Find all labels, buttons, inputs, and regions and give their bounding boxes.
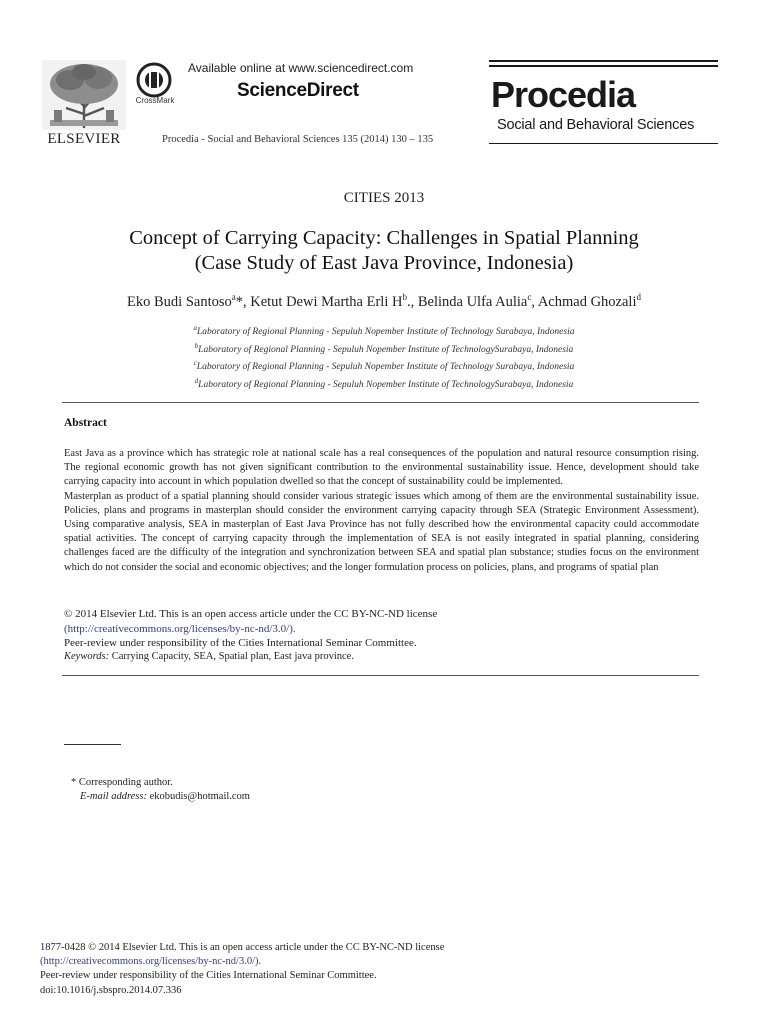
affiliation-text: Laboratory of Regional Planning - Sepuluh Nopember Institute of TechnologySurabaya, Indonesia	[198, 380, 574, 391]
issn-line: 1877-0428 © 2014 Elsevier Ltd. This is an open access article under the CC BY-NC-ND license	[40, 942, 445, 953]
author-list	[0, 292, 768, 311]
license-link[interactable]: (http://creativecommons.org/licenses/by-nc-nd/3.0/).	[64, 622, 296, 635]
affiliation-line	[0, 322, 768, 340]
affiliation-mark: a	[193, 324, 197, 332]
keywords-line	[64, 651, 354, 662]
paper-title-line-2: (Case Study of East Java Province, Indonesia)	[194, 252, 574, 274]
affiliation-line	[0, 357, 768, 375]
affiliation-line	[0, 340, 768, 358]
abstract-body	[64, 447, 699, 575]
author-mark: c	[527, 292, 532, 302]
crossmark-label: CrossMark	[135, 96, 175, 105]
email-label: E-mail address:	[80, 791, 147, 802]
abstract-bottom-rule	[62, 675, 699, 676]
keywords-text: Carrying Capacity, SEA, Spatial plan, East java province.	[111, 651, 354, 662]
footer-license-link[interactable]: (http://creativecommons.org/licenses/by-nc-nd/3.0/).	[40, 956, 262, 968]
conference-name: CITIES 2013	[343, 190, 425, 206]
email-line	[71, 790, 250, 804]
masthead-top-rule	[489, 60, 718, 62]
keywords-label: Keywords:	[64, 651, 110, 662]
peer-review-text: Peer-review under responsibility of the Cities International Seminar Committee.	[64, 637, 417, 649]
corresponding-author-note	[71, 776, 250, 804]
author-suffix: .,	[406, 293, 418, 310]
affiliation-mark: c	[193, 359, 197, 368]
abstract-paragraph-2: Masterplan as product of a spatial planning should consider various strategic issues which among of them are the environmental sustainability issue. Policies, plans and programs in masterplan should consider the environment carrying capacity through SEA (Strategic Environment Assessment). Using comparative analysis, SEA in masterplan of East Java Province has not fully described how the environmental capacity could accommodate spatial activities. The concept of carrying capacity through the implementation of SEA is not easily integrated in spatial planning, considering challenges faced are the difficulty of the integration and synchronization between SEA and spatial plan substance; studies focus on the environment which do not consider the social and economic objectives; and the longer formulation process on policies, plans, and programs of spatial plan	[64, 490, 699, 573]
masthead-top-rule-2	[489, 65, 718, 67]
affiliation-line	[0, 375, 768, 393]
doi-line[interactable]: doi:10.1016/j.sbspro.2014.07.336	[40, 984, 182, 996]
license-text: © 2014 Elsevier Ltd. This is an open access article under the CC BY-NC-ND license	[64, 608, 438, 620]
procedia-subtitle: Social and Behavioral Sciences	[497, 117, 695, 133]
abstract-heading: Abstract	[64, 417, 107, 429]
affiliation-text: Laboratory of Regional Planning - Sepuluh Nopember Institute of Technology Surabaya, Indonesia	[196, 327, 575, 338]
available-online-text: Available online at www.sciencedirect.com	[188, 61, 414, 75]
paper-title	[0, 226, 768, 276]
author-mark: b	[402, 292, 407, 302]
affiliation-text: Laboratory of Regional Planning - Sepuluh Nopember Institute of Technology Surabaya, Indonesia	[196, 362, 575, 373]
author-name: Eko Budi Santoso	[127, 293, 232, 310]
affiliation-list	[0, 322, 768, 393]
masthead-bottom-rule	[489, 143, 718, 144]
author-mark: d	[636, 292, 641, 302]
sciencedirect-wordmark: ScienceDirect	[237, 80, 359, 101]
corresponding-author-label: * Corresponding author.	[71, 777, 173, 788]
affiliation-mark: b	[194, 341, 199, 350]
abstract-paragraph-1: East Java as a province which has strategic role at national scale has a real consequences of the population and natural resource consumption rising. The regional economic growth has not given significant contribution to the environmental sustainability issue. Hence, development should take carrying capacity into account in which population dwelled so that the concept of sustainability could be implemented.	[64, 448, 699, 488]
procedia-title: Procedia	[491, 74, 636, 115]
author-mark: a	[231, 292, 236, 302]
page-footer	[40, 941, 444, 998]
footnote-rule	[64, 744, 121, 745]
footer-peer-review: Peer-review under responsibility of the Cities International Seminar Committee.	[40, 970, 377, 982]
author-suffix: *,	[235, 293, 251, 310]
affiliation-text: Laboratory of Regional Planning - Sepuluh Nopember Institute of TechnologySurabaya, Indonesia	[198, 344, 574, 355]
author-suffix: ,	[531, 293, 538, 310]
elsevier-wordmark: ELSEVIER	[47, 131, 121, 147]
author-name: Ketut Dewi Martha Erli H	[250, 293, 403, 310]
procedia-masthead	[489, 60, 718, 145]
author-name: Belinda Ulfa Aulia	[417, 293, 528, 310]
affiliation-mark: d	[194, 376, 199, 385]
paper-title-line-1: Concept of Carrying Capacity: Challenges in Spatial Planning	[129, 227, 639, 249]
license-block	[64, 607, 437, 651]
journal-citation: Procedia - Social and Behavioral Sciences 135 (2014) 130 – 135	[162, 134, 434, 145]
author-name: Achmad Ghozali	[537, 293, 637, 310]
abstract-top-rule	[62, 402, 699, 403]
email-address[interactable]: ekobudis@hotmail.com	[149, 791, 250, 802]
